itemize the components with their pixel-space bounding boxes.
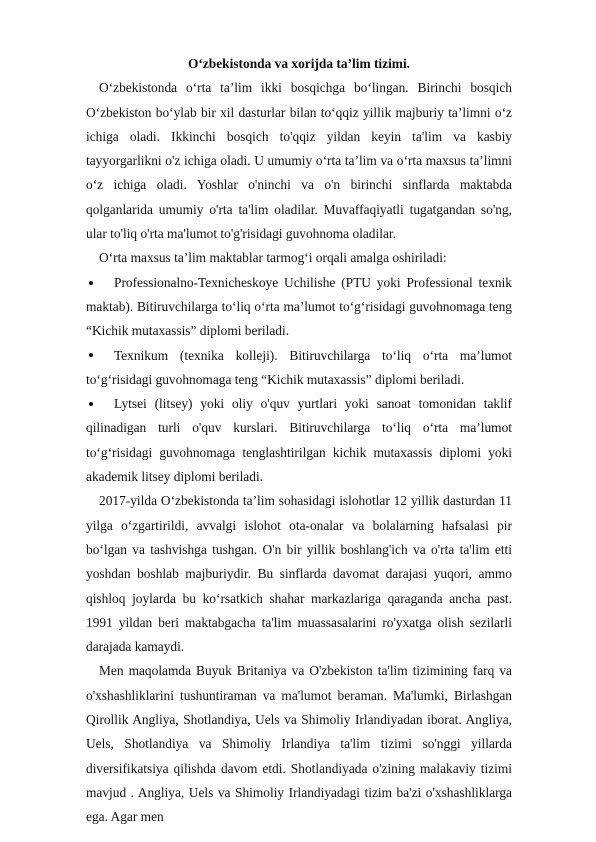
bullet-item-ptu — [86, 271, 512, 344]
bullet-text: Texnikum (texnika kolleji). Bitiruvchilarga to‘liq o‘rta ma’lumot to‘g‘risidagi guvohnomaga teng “Kichik mutaxassis” diplomi beriladi. — [86, 347, 512, 387]
paragraph-reform: 2017-yilda O‘zbekistonda ta’lim sohasidagi islohotlar 12 yillik dasturdan 11 yilga o‘zgartirildi, avvalgi islohot ota-onalar va bolalarning hafsalasi pir bo‘lgan va tashvishga tushgan. O'n bir yillik boshlang'ich va o'rta ta'lim etti yoshdan boshlab majburiydir. Bu sinflarda davomat darajasi yuqori, ammo qishloq joylarda bu ko‘rsatkich shahar markazlariga qaraganda ancha past. 1991 yildan beri maktabgacha ta'lim muassasalarini ro'yxatga olish sezilarli darajada kamaydi. — [86, 493, 512, 655]
bullet-item-texnikum — [86, 344, 512, 393]
bullet-item-litsey — [86, 392, 512, 489]
paragraph-comparison: Men maqolamda Buyuk Britaniya va O'zbekiston ta'lim tizimining farq va o'xshashliklarini tushuntiraman va ma'lumot beraman. Ma'lumki, Birlashgan Qirollik Angliya, Shotlandiya, Uels va Shimoliy Irlandiyadan iborat. Angliya, Uels, Shotlandiya va Shimoliy Irlandiya ta'lim tizimi so'nggi yillarda diversifikatsiya qilishda davom etdi. Shotlandiyada o'zining malakaviy tizimi mavjud . Angliya, Uels va Shimoliy Irlandiyadagi tizim ba'zi o'xshashliklarga ega. Agar men — [86, 663, 512, 825]
bullet-icon — [89, 353, 93, 357]
bullet-icon — [89, 402, 93, 406]
document-title: O‘zbekistonda va xorijda ta’lim tizimi. — [187, 56, 411, 71]
paragraph-intro: O‘zbekistonda o‘rta ta’lim ikki bosqichga bo‘lingan. Birinchi bosqich O‘zbekiston bo‘ylab bir xil dasturlar bilan to‘qqiz yillik majburiy ta’limni o‘z ichiga oladi. Ikkinchi bosqich to'qqiz yildan keyin ta'lim va kasbiy tayyorgarlikni o'z ichiga oladi. U umumiy o‘rta ta’lim va o‘rta maxsus ta’limni o‘z ichiga oladi. Yoshlar o'ninchi va o'n birinchi sinflarda maktabda qolganlarida umumiy o'rta ta'lim oladilar. Muvaffaqiyatli tugatgandan so'ng, ular to'liq o'rta ma'lumot to'g'risidagi guvohnoma oladilar. — [86, 80, 512, 242]
paragraph-network: O‘rta maxsus ta’lim maktablar tarmog‘i orqali amalga oshiriladi: — [99, 250, 447, 266]
bullet-text: Lytsei (litsey) yoki oliy o'quv yurtlari yoki sanoat tomonidan taklif qilinadigan turli o'quv kurslari. Bitiruvchilarga to‘liq o‘rta ma’lumot to‘g‘risidagi guvohnomaga tenglashtirilgan kichik mutaxassis diplomi yoki akademik litsey diplomi beriladi. — [86, 396, 512, 485]
document-body — [86, 52, 512, 830]
bullet-text: Professionalno-Texnicheskoye Uchilishe (PTU yoki Professional texnik maktab). Bitiruvchilarga to‘liq o‘rta ma’lumot to‘g‘risidagi guvohnomaga teng “Kichik mutaxassis” diplomi beriladi. — [86, 274, 512, 339]
bullet-icon — [89, 281, 93, 285]
